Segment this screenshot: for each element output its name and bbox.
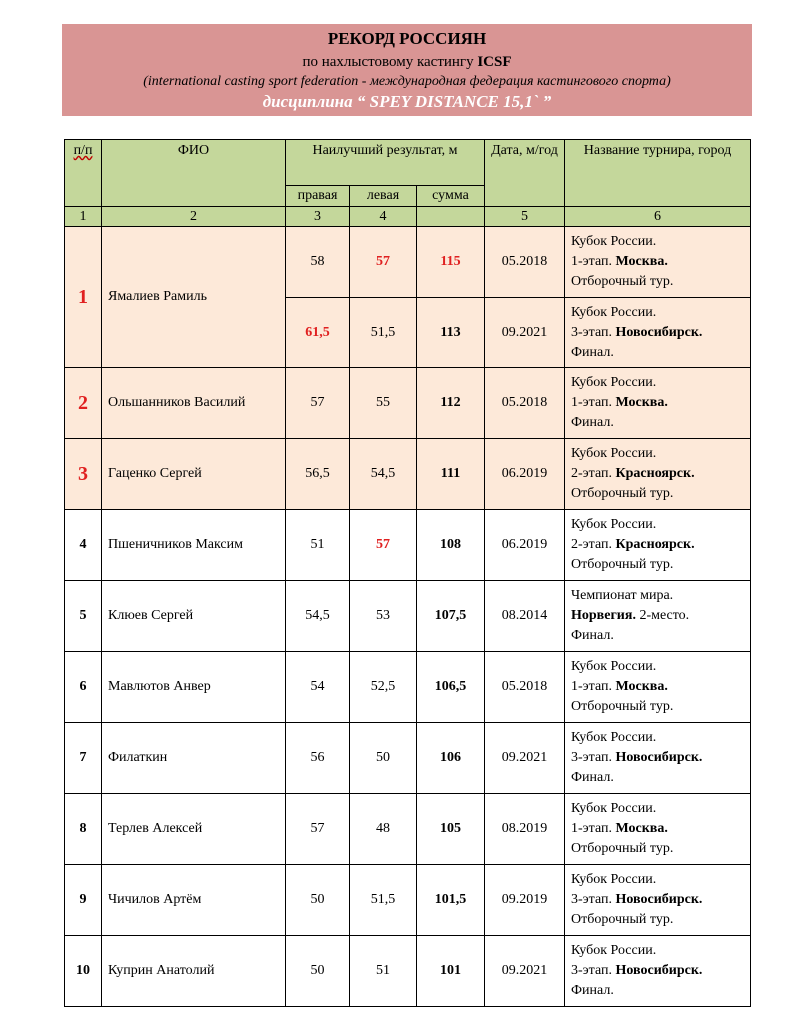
col-header-left: левая [350,186,417,207]
left-hand-result: 50 [350,723,417,794]
col-number: 1 [65,207,102,227]
right-hand-result: 50 [286,936,350,1007]
rank-cell: 8 [65,794,102,865]
col-header-sum: сумма [417,186,485,207]
sum-result: 101 [417,936,485,1007]
right-hand-result: 54 [286,652,350,723]
tournament-cell: Кубок России. 2-этап. Красноярск. Отборочный тур. [565,510,751,581]
table-row [65,510,751,581]
sum-result: 108 [417,510,485,581]
sum-result: 115 [417,227,485,298]
tournament-cell: Чемпионат мира. Норвегия. 2-место. Финал. [565,581,751,652]
subtitle-org: ICSF [477,54,512,70]
tournament-cell: Кубок России. 1-этап. Москва. Отборочный тур. [565,227,751,298]
date-cell: 05.2018 [485,652,565,723]
table-row [65,936,751,1007]
col-number [417,207,485,227]
col-header-date: Дата, м/год [485,140,565,207]
sum-result: 106 [417,723,485,794]
col-header-best: Наилучший результат, м [286,140,485,186]
rank-cell: 3 [65,439,102,510]
table-row [65,368,751,439]
right-hand-result: 57 [286,368,350,439]
left-hand-result: 51 [350,936,417,1007]
date-cell: 08.2019 [485,794,565,865]
athlete-name: Терлев Алексей [102,794,286,865]
athlete-name: Мавлютов Анвер [102,652,286,723]
date-cell: 08.2014 [485,581,565,652]
column-number-row [65,207,751,227]
col-number: 5 [485,207,565,227]
col-header-num: п/п [65,140,102,207]
rank-cell: 7 [65,723,102,794]
athlete-name: Ольшанников Василий [102,368,286,439]
rank-cell: 5 [65,581,102,652]
sum-result: 101,5 [417,865,485,936]
date-cell: 09.2021 [485,936,565,1007]
date-cell: 09.2021 [485,298,565,368]
tournament-cell: Кубок России. 1-этап. Москва. Финал. [565,368,751,439]
sum-result: 106,5 [417,652,485,723]
subtitle-prefix: по нахлыстовому кастингу [302,54,474,70]
table-row [65,439,751,510]
subtitle [62,54,752,71]
tournament-cell: Кубок России. 2-этап. Красноярск. Отборочный тур. [565,439,751,510]
table-row [65,227,751,298]
date-cell: 05.2018 [485,368,565,439]
page-title: РЕКОРД РОССИЯН [327,29,487,48]
left-hand-result: 54,5 [350,439,417,510]
athlete-name: Клюев Сергей [102,581,286,652]
right-hand-result: 51 [286,510,350,581]
sum-result: 105 [417,794,485,865]
left-hand-result: 57 [350,227,417,298]
table-row [65,581,751,652]
date-cell: 09.2021 [485,723,565,794]
col-number: 6 [565,207,751,227]
right-hand-result: 56,5 [286,439,350,510]
tournament-cell: Кубок России. 3-этап. Новосибирск. Финал. [565,936,751,1007]
left-hand-result: 51,5 [350,865,417,936]
col-number: 2 [102,207,286,227]
sum-result: 113 [417,298,485,368]
rank-cell: 6 [65,652,102,723]
tournament-cell: Кубок России. 1-этап. Москва. Отборочный тур. [565,794,751,865]
right-hand-result: 50 [286,865,350,936]
athlete-name: Куприн Анатолий [102,936,286,1007]
date-cell: 06.2019 [485,439,565,510]
sum-result: 111 [417,439,485,510]
date-cell: 06.2019 [485,510,565,581]
tournament-cell: Кубок России. 3-этап. Новосибирск. Отборочный тур. [565,865,751,936]
athlete-name: Чичилов Артём [102,865,286,936]
table-row [65,794,751,865]
rank-cell: 2 [65,368,102,439]
rank-cell: 9 [65,865,102,936]
left-hand-result: 55 [350,368,417,439]
rank-cell: 1 [65,227,102,368]
athlete-name: Гаценко Сергей [102,439,286,510]
header-row [65,140,751,186]
athlete-name: Ямалиев Рамиль [102,227,286,368]
athlete-name: Пшеничников Максим [102,510,286,581]
sum-result: 107,5 [417,581,485,652]
left-hand-result: 51,5 [350,298,417,368]
date-cell: 09.2019 [485,865,565,936]
col-header-name: ФИО [102,140,286,207]
left-hand-result: 57 [350,510,417,581]
col-header-right: правая [286,186,350,207]
table-row [65,723,751,794]
col-number: 4 [350,207,417,227]
left-hand-result: 48 [350,794,417,865]
tournament-cell: Кубок России. 1-этап. Москва. Отборочный тур. [565,652,751,723]
athlete-name: Филаткин [102,723,286,794]
right-hand-result: 58 [286,227,350,298]
date-cell: 05.2018 [485,227,565,298]
col-header-tournament: Название турнира, город [565,140,751,207]
left-hand-result: 53 [350,581,417,652]
rank-cell: 4 [65,510,102,581]
title-banner [62,24,752,116]
right-hand-result: 56 [286,723,350,794]
discipline-title: дисциплина “ SPEY DISTANCE 15,1` ” [262,92,552,111]
tournament-cell: Кубок России. 3-этап. Новосибирск. Финал. [565,298,751,368]
right-hand-result: 54,5 [286,581,350,652]
tournament-cell: Кубок России. 3-этап. Новосибирск. Финал. [565,723,751,794]
left-hand-result: 52,5 [350,652,417,723]
col-number: 3 [286,207,350,227]
table-row [65,865,751,936]
org-full-name: (international casting sport federation - международная федерация кастингового спорта) [143,74,671,89]
table-row [65,652,751,723]
right-hand-result: 57 [286,794,350,865]
records-table [64,139,751,1007]
right-hand-result: 61,5 [286,298,350,368]
rank-cell: 10 [65,936,102,1007]
sum-result: 112 [417,368,485,439]
